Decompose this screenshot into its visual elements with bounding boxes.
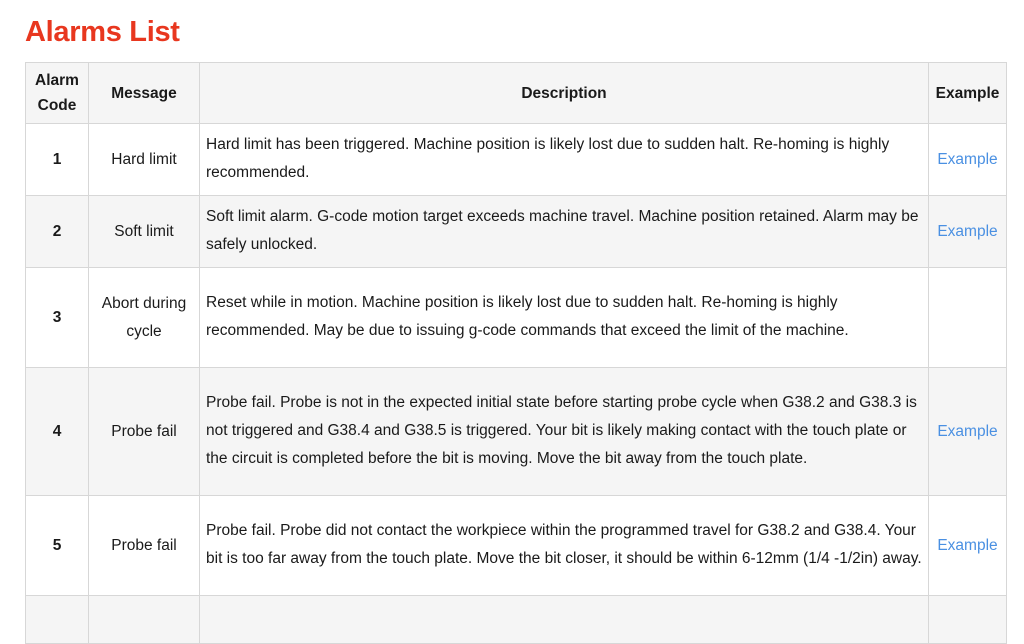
header-alarm-code: Alarm Code	[26, 63, 89, 124]
example-cell	[929, 124, 1007, 196]
description-cell: Probe fail. Probe did not contact the workpiece within the programmed travel for G38.2 and G38.4. Your bit is too far away from the touch plate. Move the bit closer, it should be within 6-12mm (1/4 -1/2in) away.	[200, 496, 929, 596]
page-title: Alarms List	[25, 16, 180, 48]
header-example: Example	[929, 63, 1007, 124]
example-cell	[929, 596, 1007, 644]
alarms-table	[25, 62, 1007, 644]
table-row	[26, 368, 1007, 496]
example-link[interactable]: Example	[937, 150, 998, 168]
alarm-code-cell: 5	[26, 496, 89, 596]
message-cell: Probe fail	[89, 368, 200, 496]
example-cell	[929, 196, 1007, 268]
description-cell: Reset while in motion. Machine position is likely lost due to sudden halt. Re-homing is highly recommended. May be due to issuing g-code commands that exceed the limit of the machine.	[200, 268, 929, 368]
description-cell: Hard limit has been triggered. Machine position is likely lost due to sudden halt. Re-homing is highly recommended.	[200, 124, 929, 196]
message-cell	[89, 596, 200, 644]
table-row	[26, 124, 1007, 196]
message-cell: Soft limit	[89, 196, 200, 268]
example-link[interactable]: Example	[937, 536, 998, 554]
table-row	[26, 196, 1007, 268]
message-cell: Probe fail	[89, 496, 200, 596]
alarm-code-cell: 4	[26, 368, 89, 496]
description-cell: Soft limit alarm. G-code motion target exceeds machine travel. Machine position retained. Alarm may be safely unlocked.	[200, 196, 929, 268]
example-link[interactable]: Example	[937, 422, 998, 440]
header-message: Message	[89, 63, 200, 124]
message-cell: Hard limit	[89, 124, 200, 196]
example-cell	[929, 368, 1007, 496]
alarm-code-cell: 3	[26, 268, 89, 368]
alarm-code-cell: 2	[26, 196, 89, 268]
table-header-row	[26, 63, 1007, 124]
example-cell	[929, 268, 1007, 368]
description-cell: Probe fail. Probe is not in the expected initial state before starting probe cycle when G38.2 and G38.3 is not triggered and G38.4 and G38.5 is triggered. Your bit is likely making contact with the touch plate or the circuit is completed before the bit is moving. Move the bit away from the touch plate.	[200, 368, 929, 496]
description-cell	[200, 596, 929, 644]
alarm-code-cell: 1	[26, 124, 89, 196]
table-row	[26, 496, 1007, 596]
table-row	[26, 268, 1007, 368]
example-link[interactable]: Example	[937, 222, 998, 240]
example-cell	[929, 496, 1007, 596]
header-description: Description	[200, 63, 929, 124]
message-cell: Abort during cycle	[89, 268, 200, 368]
alarm-code-cell	[26, 596, 89, 644]
table-row	[26, 596, 1007, 644]
